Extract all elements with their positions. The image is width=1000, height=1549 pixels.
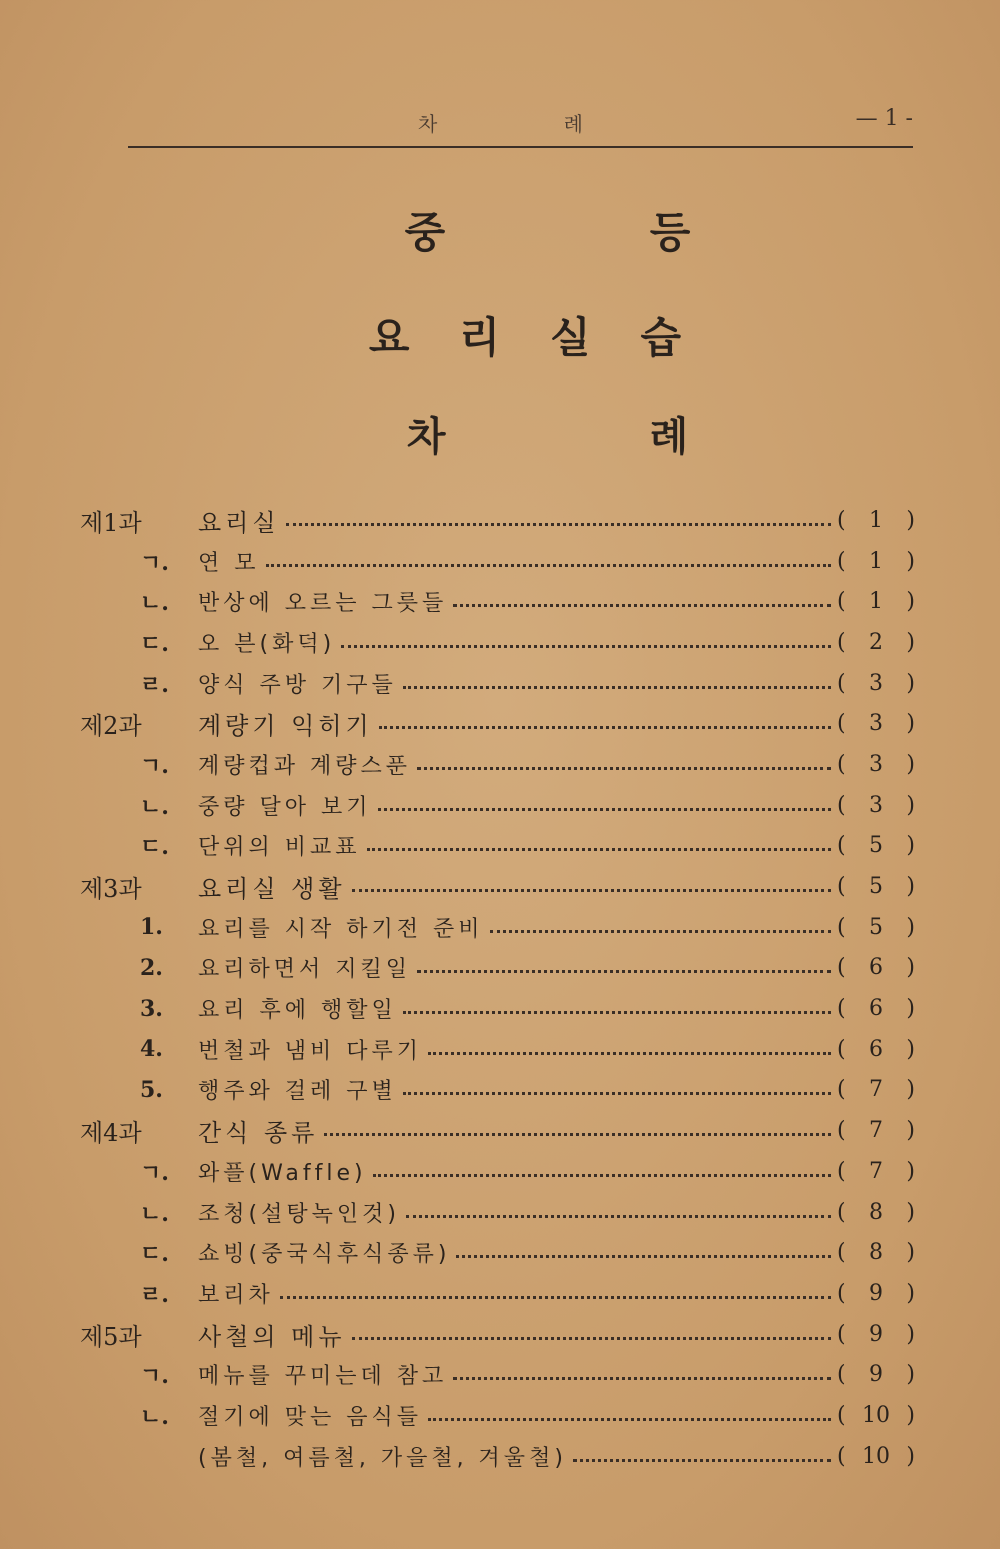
toc-page-number: 6 <box>869 955 883 981</box>
toc-page <box>837 1037 915 1062</box>
toc-label <box>80 1197 400 1228</box>
toc-number: 3. <box>140 995 163 1022</box>
toc-page-number: 6 <box>869 1036 883 1062</box>
toc-page <box>837 1281 915 1306</box>
toc-entry-row <box>80 541 915 582</box>
toc-number: 제1과 <box>80 508 142 537</box>
toc-number: ㄹ. <box>140 671 169 698</box>
paren-open: ( <box>837 589 846 615</box>
paren-open: ( <box>837 711 846 737</box>
dot-leader <box>428 1052 831 1055</box>
dot-leader <box>428 1418 831 1421</box>
toc-entry-row <box>80 622 915 663</box>
paren-close: ) <box>906 1158 915 1184</box>
page-header <box>128 100 913 150</box>
paren-open: ( <box>837 507 846 533</box>
paren-open: ( <box>837 548 846 574</box>
paren-close: ) <box>906 1199 915 1225</box>
toc-page-number: 1 <box>869 589 883 615</box>
dot-leader <box>286 523 831 526</box>
dot-leader <box>280 1296 831 1299</box>
toc-label <box>80 869 346 904</box>
toc-page-number: 2 <box>869 629 883 655</box>
paren-open: ( <box>837 1240 846 1266</box>
toc-entry-row <box>80 826 915 867</box>
toc-entry-row <box>80 663 915 704</box>
toc-chapter-row <box>80 1110 915 1151</box>
toc-page-number: 1 <box>869 548 883 574</box>
dot-leader <box>573 1459 831 1462</box>
toc-page <box>837 1118 915 1143</box>
toc-number: ㄴ. <box>140 590 169 617</box>
dot-leader <box>373 1174 831 1177</box>
toc-label <box>80 1034 422 1065</box>
paren-open: ( <box>837 1077 846 1103</box>
toc-page <box>837 630 915 655</box>
dot-leader <box>367 848 831 851</box>
toc-page-number: 5 <box>869 914 883 940</box>
toc-title: 양식 주방 기구들 <box>198 672 397 698</box>
toc-chapter-row <box>80 703 915 744</box>
toc-title: 단위의 비교표 <box>198 835 361 861</box>
toc-title: 중량 달아 보기 <box>198 794 372 820</box>
header-page-number: — 1 - <box>855 106 913 131</box>
toc-entry-row <box>80 1232 915 1273</box>
toc-page <box>837 1240 915 1265</box>
toc-title: 조청(설탕녹인것) <box>198 1201 400 1227</box>
toc-page-number: 8 <box>869 1240 883 1266</box>
header-rule <box>128 146 913 148</box>
toc-page <box>837 549 915 574</box>
toc-chapter-row <box>80 500 915 541</box>
paren-open: ( <box>837 1362 846 1388</box>
toc-page-number: 7 <box>869 1118 883 1144</box>
dot-leader <box>403 1092 831 1095</box>
toc-number: ㄷ. <box>140 834 169 861</box>
dot-leader <box>266 564 832 567</box>
paren-close: ) <box>906 1402 915 1428</box>
toc-page-number: 8 <box>869 1199 883 1225</box>
toc-page <box>837 955 915 980</box>
toc-page <box>837 1159 915 1184</box>
toc-number: 제5과 <box>80 1322 142 1351</box>
paren-close: ) <box>906 711 915 737</box>
dot-leader <box>456 1255 831 1258</box>
toc-page-number: 7 <box>869 1158 883 1184</box>
toc-entry-row <box>80 1192 915 1233</box>
paren-open: ( <box>837 1443 846 1469</box>
toc-page <box>837 1322 915 1347</box>
toc-entry-row <box>80 988 915 1029</box>
toc-number: ㄱ. <box>140 752 169 779</box>
toc-title: 계량기 익히기 <box>198 712 373 741</box>
toc-entry-row <box>80 744 915 785</box>
toc-title: 와플(Waffle) <box>198 1160 367 1186</box>
paren-open: ( <box>837 1158 846 1184</box>
toc-title: 연 모 <box>198 550 260 576</box>
toc-label <box>80 993 397 1024</box>
toc-chapter-row <box>80 1314 915 1355</box>
paren-close: ) <box>906 1036 915 1062</box>
paren-open: ( <box>837 833 846 859</box>
dot-leader <box>417 970 831 973</box>
toc-title: 보리차 <box>198 1282 274 1308</box>
toc-entry-row <box>80 1070 915 1111</box>
paren-open: ( <box>837 670 846 696</box>
toc-page-number: 3 <box>869 792 883 818</box>
toc-page-number: 5 <box>869 833 883 859</box>
toc-page-number: 3 <box>869 751 883 777</box>
title-contents: 차 례 <box>406 414 784 460</box>
toc-label <box>80 586 447 617</box>
table-of-contents <box>80 500 915 1477</box>
toc-title: 쇼빙(중국식후식종류) <box>198 1242 451 1268</box>
toc-title: (봄철, 여름철, 가을철, 겨울철) <box>198 1445 567 1471</box>
dot-leader <box>379 726 831 729</box>
paren-close: ) <box>906 833 915 859</box>
dot-leader <box>403 686 831 689</box>
toc-page <box>837 711 915 736</box>
toc-label <box>80 790 372 821</box>
dot-leader <box>352 1337 831 1340</box>
toc-label <box>80 1359 447 1390</box>
toc-title: 오 븐(화덕) <box>198 631 336 657</box>
paren-close: ) <box>906 629 915 655</box>
dot-leader <box>406 1215 831 1218</box>
paren-open: ( <box>837 996 846 1022</box>
toc-entry-row <box>80 581 915 622</box>
toc-page <box>837 996 915 1021</box>
toc-number: 제3과 <box>80 875 142 904</box>
paren-close: ) <box>906 589 915 615</box>
toc-label <box>80 1156 367 1187</box>
toc-title: 요리하면서 지킬일 <box>198 957 412 983</box>
toc-label <box>80 912 484 943</box>
toc-label <box>80 668 397 699</box>
paren-open: ( <box>837 751 846 777</box>
dot-leader <box>403 1011 831 1014</box>
toc-page <box>837 1077 915 1102</box>
paren-close: ) <box>906 751 915 777</box>
toc-page <box>837 589 915 614</box>
dot-leader <box>417 767 831 770</box>
toc-label <box>80 706 373 741</box>
toc-page <box>837 915 915 940</box>
toc-label <box>80 503 280 538</box>
toc-chapter-row <box>80 866 915 907</box>
toc-number: 제2과 <box>80 712 142 741</box>
toc-entry-row <box>80 1395 915 1436</box>
paren-close: ) <box>906 1118 915 1144</box>
paren-close: ) <box>906 792 915 818</box>
toc-title: 요리를 시작 하기전 준비 <box>198 916 484 942</box>
toc-title: 사철의 메뉴 <box>198 1322 346 1351</box>
paren-open: ( <box>837 1321 846 1347</box>
paren-close: ) <box>906 955 915 981</box>
dot-leader <box>453 604 831 607</box>
toc-label <box>80 1074 397 1105</box>
toc-entry-row <box>80 785 915 826</box>
toc-number: ㄱ. <box>140 549 169 576</box>
toc-label <box>80 952 411 983</box>
toc-entry-row <box>80 1151 915 1192</box>
toc-page-number: 3 <box>869 711 883 737</box>
toc-page <box>837 793 915 818</box>
toc-page <box>837 1403 915 1428</box>
toc-label <box>80 546 260 577</box>
toc-title: 계량컵과 계량스푼 <box>198 753 412 779</box>
paren-open: ( <box>837 1036 846 1062</box>
toc-number: ㄴ. <box>140 1403 169 1430</box>
toc-page-number: 1 <box>869 507 883 533</box>
toc-number: 4. <box>140 1036 163 1063</box>
toc-page-number: 10 <box>862 1443 890 1469</box>
toc-number: ㄷ. <box>140 630 169 657</box>
toc-title: 절기에 맞는 음식들 <box>198 1404 423 1430</box>
toc-page <box>837 1200 915 1225</box>
toc-page <box>837 1362 915 1387</box>
toc-title: 요리실 <box>198 508 280 537</box>
paren-open: ( <box>837 955 846 981</box>
paren-open: ( <box>837 792 846 818</box>
paren-close: ) <box>906 874 915 900</box>
paren-open: ( <box>837 629 846 655</box>
toc-number: ㄷ. <box>140 1241 169 1268</box>
paren-close: ) <box>906 1443 915 1469</box>
toc-label <box>80 1113 318 1148</box>
toc-page-number: 6 <box>869 996 883 1022</box>
paren-open: ( <box>837 1118 846 1144</box>
toc-title: 요리 후에 행할일 <box>198 998 397 1024</box>
toc-number: 1. <box>140 914 163 941</box>
dot-leader <box>352 889 831 892</box>
toc-page-number: 9 <box>869 1362 883 1388</box>
paren-close: ) <box>906 996 915 1022</box>
toc-page <box>837 508 915 533</box>
dot-leader <box>324 1133 831 1136</box>
toc-number: 2. <box>140 954 163 981</box>
paren-close: ) <box>906 1362 915 1388</box>
toc-page-number: 10 <box>862 1402 890 1428</box>
dot-leader <box>378 808 832 811</box>
paren-open: ( <box>837 1199 846 1225</box>
paren-close: ) <box>906 1321 915 1347</box>
toc-number: ㄱ. <box>140 1159 169 1186</box>
toc-page-number: 9 <box>869 1321 883 1347</box>
toc-title: 반상에 오르는 그릇들 <box>198 591 448 617</box>
toc-page <box>837 671 915 696</box>
toc-label <box>80 749 411 780</box>
header-title: 차 례 <box>418 112 643 136</box>
toc-page-number: 5 <box>869 874 883 900</box>
title-grade: 중 등 <box>404 208 786 257</box>
paren-close: ) <box>906 1240 915 1266</box>
toc-number: 제4과 <box>80 1119 142 1148</box>
paren-open: ( <box>837 914 846 940</box>
toc-label <box>80 1237 450 1268</box>
toc-entry-row <box>80 1354 915 1395</box>
toc-title: 간식 종류 <box>198 1119 319 1148</box>
toc-page <box>837 1444 915 1469</box>
toc-label <box>80 1317 346 1352</box>
toc-number: 5. <box>140 1076 163 1103</box>
toc-label <box>80 627 335 658</box>
toc-page-number: 7 <box>869 1077 883 1103</box>
toc-label <box>80 1441 567 1472</box>
dot-leader <box>453 1377 831 1380</box>
toc-title: 메뉴를 꾸미는데 참고 <box>198 1364 448 1390</box>
toc-entry-row <box>80 1029 915 1070</box>
paren-open: ( <box>837 1280 846 1306</box>
toc-title: 요리실 생활 <box>198 875 346 904</box>
toc-number: ㄴ. <box>140 1200 169 1227</box>
paren-open: ( <box>837 1402 846 1428</box>
toc-page-number: 3 <box>869 670 883 696</box>
toc-number: ㄹ. <box>140 1281 169 1308</box>
paren-close: ) <box>906 914 915 940</box>
toc-label <box>80 830 361 861</box>
paren-close: ) <box>906 670 915 696</box>
paren-close: ) <box>906 1077 915 1103</box>
toc-entry-row <box>80 907 915 948</box>
dot-leader <box>490 930 831 933</box>
toc-entry-row <box>80 1436 915 1477</box>
toc-entry-row <box>80 1273 915 1314</box>
toc-label <box>80 1278 274 1309</box>
toc-label <box>80 1400 422 1431</box>
toc-number: ㄴ. <box>140 793 169 820</box>
title-subject: 요리실습 <box>368 313 732 362</box>
dot-leader <box>341 645 831 648</box>
toc-title: 행주와 걸레 구별 <box>198 1079 397 1105</box>
toc-page <box>837 874 915 899</box>
toc-entry-row <box>80 948 915 989</box>
toc-number: ㄱ. <box>140 1363 169 1390</box>
paren-close: ) <box>906 507 915 533</box>
toc-page <box>837 752 915 777</box>
paren-close: ) <box>906 1280 915 1306</box>
paren-open: ( <box>837 874 846 900</box>
paren-close: ) <box>906 548 915 574</box>
toc-title: 번철과 냄비 다루기 <box>198 1038 423 1064</box>
toc-page-number: 9 <box>869 1280 883 1306</box>
toc-page <box>837 833 915 858</box>
